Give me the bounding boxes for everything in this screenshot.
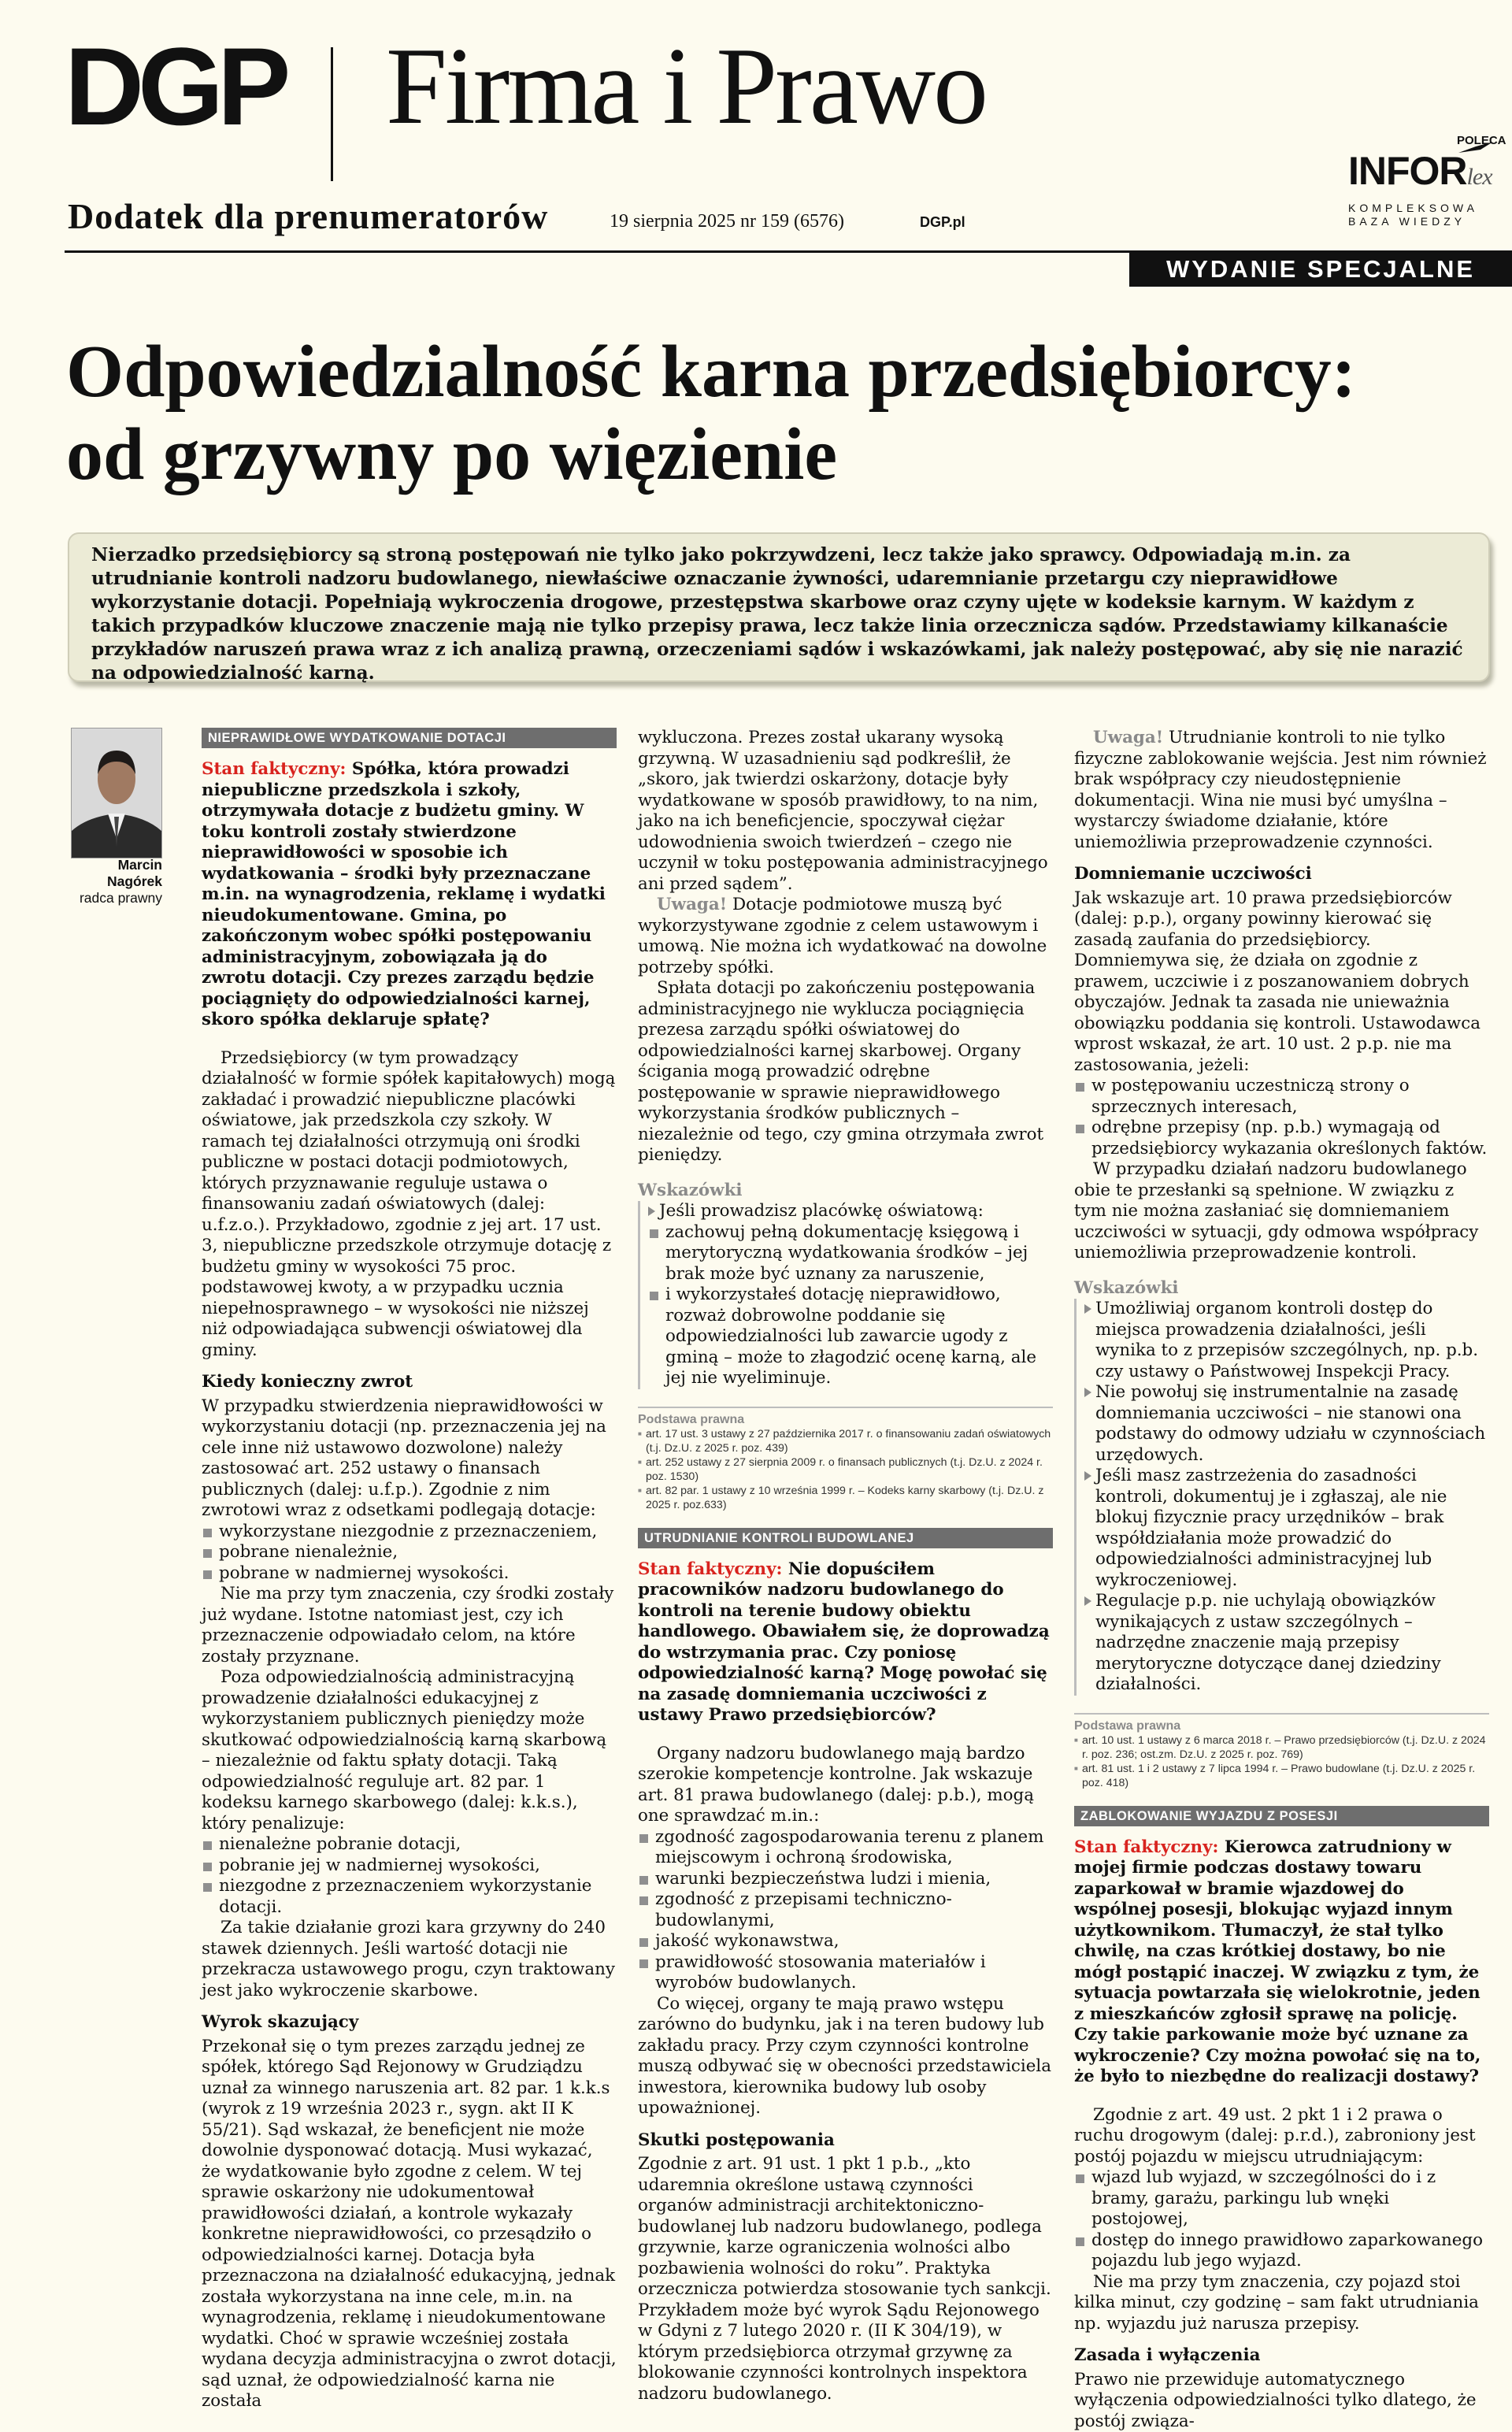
article2-list-2 [1074, 1076, 1489, 1159]
article1-uwaga [638, 895, 1053, 978]
list-item: jakość wykonawstwa, [638, 1931, 1053, 1952]
author-byline [47, 857, 162, 906]
legal-basis-item: ■ art. 17 ust. 3 ustawy z 27 października 2017 r. o finansowaniu zadań oświatowych (t.j. Dz.U. z 2025 r. poz. 439) [638, 1427, 1053, 1455]
list-item: wjazd lub wyjazd, w szczególności do i z bramy, garażu, parkingu lub wnęki postojowej, [1074, 2167, 1489, 2230]
partner-logo-text: INFOR [1348, 149, 1467, 193]
article2-p4: Jak wskazuje art. 10 prawa przedsiębiorców (dalej: p.p.), organy powinny kierować się zasadą zaufania do przedsiębiorcy. Domniemywa się, że działa on zgodnie z prawem, uczciwie i z poszanowaniem dobrych obyczajów. Jednak ta zasada nie unieważnia obowiązku poddania się kontroli. Ustawodawca wprost wskazał, że art. 10 ust. 2 p.p. nie ma zastosowania, jeżeli: [1074, 888, 1489, 1077]
article2-uwaga-text: Utrudnianie kontroli to nie tylko fizyczne zablokowanie wejścia. Jest nim również brak współpracy czy nieudostępnienie dokumentacji. Wina nie musi być umyślna – wystarczy świadome działanie, które uniemożliwia przeprowadzenie czynności. [1074, 728, 1487, 852]
column-2 [638, 728, 1053, 2404]
article1-p1: Przedsiębiorcy (w tym prowadzący działalność w formie spółek kapitałowych) mogą zakładać i prowadzić niepubliczne placówki oświatowe, jak przedszkola czy szkoły. W ramach tej działalności otrzymują oni środki publiczne w postaci dotacji podmiotowych, których przyznawanie reguluje ustawa o finansowaniu zadań oświatowych (dalej: u.f.z.o.). Przykładowo, zgodnie z jej art. 17 ust. 3, niepubliczne przedszkole otrzymuje dotację z budżetu gminy w wysokości 75 proc. podstawowej kwoty, a w przypadku ucznia niepełnosprawnego – w wysokości nie niższej niż odpowiadająca subwencji oświatowej dla gminy. [202, 1048, 617, 1362]
lead-text: Nierzadko przedsiębiorcy są stroną postępowań nie tylko jako pokrzywdzeni, lecz także jako sprawcy. Odpowiadają m.in. za utrudnianie kontroli nadzoru budowlanego, niewłaściwe oznaczanie żywności, udaremnianie przetargu czy nieprawidłowe wykorzystanie dotacji. Popełniają wykroczenia drogowe, przestępstwa skarbowe oraz czyny ujęte w kodeksie karnym. W każdym z takich przypadków kluczowe znaczenie mają nie tylko przepisy prawa, lecz także linia orzecznicza sądów. Przedstawiamy kilkanaście przykładów naruszeń prawa wraz z ich analizą prawną, orzeczeniami sądów i wskazówkami, jak należy postępować, aby się nie narazić na odpowiedzialność karną. [91, 543, 1469, 685]
article2-tips [1074, 1299, 1489, 1696]
article1-p7: wykluczona. Prezes został ukarany wysoką grzywną. W uzasadnieniu sąd podkreślił, że „skoro, jak twierdzi oskarżony, dotacje były wydatkowane w sposób prawidłowy, to na nim, jako na ich beneficjencie, spoczywał ciężar udowodnienia swoich twierdzeń – czego nie uczynił w toku postępowania administracyjnego ani przed sądem”. [638, 728, 1053, 895]
article1-fact-label: Stan faktyczny: [202, 759, 346, 779]
article2-legal-basis [1074, 1713, 1489, 1790]
site-link[interactable]: DGP.pl [920, 214, 965, 231]
partner-logo-suffix: lex [1467, 164, 1492, 190]
article2-fact-label: Stan faktyczny: [638, 1559, 782, 1579]
partner-tagline-line1: KOMPLEKSOWA [1348, 202, 1478, 215]
author-last-name: Nagórek [47, 873, 162, 890]
author-portrait-icon [72, 728, 161, 858]
article1-subhead-1: Kiedy konieczny zwrot [202, 1372, 617, 1393]
author-photo [71, 728, 162, 858]
article1-fact [202, 759, 617, 1031]
article1-p3: Nie ma przy tym znaczenia, czy środki zostały już wydane. Istotne natomiast jest, czy ich przeznaczenie odpowiadało celom, na które zostały przyznane. [202, 1584, 617, 1667]
section-title: Firma i Prawo [386, 32, 986, 142]
lead-box [68, 532, 1490, 682]
article3-p1: Zgodnie z art. 49 ust. 2 pkt 1 i 2 prawa o ruchu drogowym (dalej: p.r.d.), zabroniony jest postój pojazdu w miejscu utrudniającym: [1074, 2105, 1489, 2168]
article2-tips-label: Wskazówki [1074, 1278, 1489, 1299]
main-headline [66, 331, 1499, 497]
list-item: warunki bezpieczeństwa ludzi i mienia, [638, 1869, 1053, 1890]
article1-legal-basis [638, 1407, 1053, 1512]
article3-p3: Prawo nie przewiduje automatycznego wyłączenia odpowiedzialności tylko dlatego, że postój związa- [1074, 2370, 1489, 2432]
list-item: zgodność zagospodarowania terenu z planem miejscowym i ochroną środowiska, [638, 1827, 1053, 1869]
tip-item: Regulacje p.p. nie uchylają obowiązków wynikających z ustaw szczególnych – nadrzędne znaczenie mają przepisy merytoryczne dotyczące danej dziedziny działalności. [1084, 1591, 1489, 1696]
article3-fact-text: Kierowca zatrudniony w mojej firmie podczas dostawy towaru zaparkował w bramie wjazdowej do wspólnej posesji, blokując wyjazd innym użytkownikom. Tłumaczył, że stał tylko chwilę, na czas krótkiej dostawy, bo nie mógł postąpić inaczej. W związku z tym, że sytuacja powtarzała się wielokrotnie, jeden z mieszkańców zgłosił sprawę na policję. Czy takie parkowanie może być uznane za wykroczenie? Czy można powołać się na to, że było to niezbędne do realizacji dostawy? [1074, 1837, 1480, 2087]
article3-p2: Nie ma przy tym znaczenia, czy pojazd stoi kilka minut, czy godzinę – sam fakt utrudniania np. wyjazdu już narusza przepisy. [1074, 2272, 1489, 2335]
masthead-divider [331, 47, 333, 181]
article1-basis-label: Podstawa prawna [638, 1413, 1053, 1427]
article2-subhead-1: Skutki postępowania [638, 2130, 1053, 2152]
article2-list-1 [638, 1827, 1053, 1994]
list-item: pobrane nienależnie, [202, 1542, 617, 1563]
article3-list-1 [1074, 2167, 1489, 2272]
article1-tips [638, 1201, 1053, 1389]
article2-subhead-2: Domniemanie uczciwości [1074, 864, 1489, 885]
list-item: zachowuj pełną dokumentację księgową i merytoryczną wydatkowania środków – jej brak może być uznany za naruszenie, [648, 1222, 1053, 1285]
article1-p2: W przypadku stwierdzenia nieprawidłowości w wykorzystaniu dotacji (np. przeznaczenia jej na cele inne niż ustawowo dozwolone) należy zastosować art. 252 ustawy o finansach publicznych (dalej: u.f.p.). Zgodnie z nim zwrotowi wraz z odsetkami podlegają dotacje: [202, 1396, 617, 1522]
article3-header: ZABLOKOWANIE WYJAZDU Z POSESJI [1074, 1806, 1489, 1826]
article2-p2: Co więcej, organy te mają prawo wstępu zarówno do budynku, jak i na teren budowy lub zakładu pracy. Przy czym czynności kontrolne muszą odbywać się w obecności przedstawiciela inwestora, kierownika budowy lub osoby upoważnionej. [638, 1994, 1053, 2119]
tip-item: Jeśli masz zastrzeżenia do zasadności kontroli, dokumentuj je i zgłaszaj, ale nie blokuj fizycznie pracy urzędników – brak współdziałania może prowadzić do odpowiedzialności administracyjnej lub wykroczeniowej. [1084, 1466, 1489, 1591]
article2-basis-label: Podstawa prawna [1074, 1719, 1489, 1733]
article3-fact-label: Stan faktyczny: [1074, 1837, 1218, 1857]
list-item: nienależne pobranie dotacji, [202, 1834, 617, 1856]
issue-info: 19 sierpnia 2025 nr 159 (6576) [610, 211, 844, 232]
author-role: radca prawny [80, 890, 162, 906]
column-1 [202, 728, 617, 2412]
legal-basis-item: ■ art. 82 par. 1 ustawy z 10 września 1999 r. – Kodeks karny skarbowy (t.j. Dz.U. z 2025 r. poz.633) [638, 1484, 1053, 1512]
brand-logo: DGP [65, 32, 284, 142]
article2-fact-text: Nie dopuściłem pracowników nadzoru budowlanego do kontroli na terenie budowy obiektu handlowego. Obawiałem się, że doprowadzą do wstrzymania prac. Czy poniosę odpowiedzialność karną? Mogę powołać się na zasadę domniemania uczciwości z ustawy Prawo przedsiębiorców? [638, 1559, 1050, 1726]
article1-p8: Spłata dotacji po zakończeniu postępowania administracyjnego nie wyklucza pociągnięcia prezesa zarządu spółki oświatowej do odpowiedzialności karnej skarbowej. Organy ścigania mogą prowadzić odrębne postępowanie w sprawie nieprawidłowego wykorzystania środków publicznych – niezależnie od tego, czy gmina otrzymała zwrot pieniędzy. [638, 978, 1053, 1166]
author-first-name: Marcin [47, 857, 162, 873]
partner-swoosh-icon [1457, 140, 1495, 156]
partner-tagline-line2: BAZA WIEDZY [1348, 215, 1478, 228]
article1-uwaga-text: Dotacje podmiotowe muszą być wykorzystywane zgodnie z celem ustawowym i umową. Nie można ich wydatkować na dowolne potrzeby spółki. [638, 895, 1047, 977]
article1-fact-text: Spółka, która prowadzi niepubliczne przedszkola i szkoły, otrzymywała dotacje z budżetu gminy. W toku kontroli zostały stwierdzone nieprawidłowości w sposobie ich wydatkowania – środki były przeznaczane m.in. na wynagrodzenia, reklamę i wydatki nieudokumentowane. Gmina, po zakończonym wobec spółki postępowaniu administracyjnym, zobowiązała ją do zwrotu dotacji. Czy prezes zarządu będzie pociągnięty do odpowiedzialności karnej, skoro spółka deklaruje spłatę? [202, 759, 606, 1029]
article2-uwaga-label: Uwaga! [1093, 728, 1163, 747]
list-item: w postępowaniu uczestniczą strony o sprzecznych interesach, [1074, 1076, 1489, 1118]
tip-item: Umożliwiaj organom kontroli dostęp do miejsca prowadzenia działalności, jeśli wynika to z przepisów szczególnych, np. p.b. czy ustawy o Państwowej Inspekcji Pracy. [1084, 1299, 1489, 1382]
list-item: zgodność z przepisami techniczno-budowlanymi, [638, 1889, 1053, 1931]
article1-p4: Poza odpowiedzialnością administracyjną prowadzenie działalności edukacyjnej z wykorzystaniem publicznych pieniędzy może skutkować odpowiedzialnością karną skarbową – niezależnie od faktu spłaty dotacji. Taką odpowiedzialność reguluje art. 82 par. 1 kodeksu karnego skarbowego (dalej: k.k.s.), który penalizuje: [202, 1667, 617, 1834]
article3-subhead-1: Zasada i wyłączenia [1074, 2345, 1489, 2367]
headline-line1: Odpowiedzialność karna przedsiębiorcy: [66, 331, 1499, 413]
tip-item: Nie powołuj się instrumentalnie na zasadę domniemania uczciwości – nie stanowi ona podstawy do odmowy udziału w czynnościach urzędowych. [1084, 1382, 1489, 1466]
article2-p5: W przypadku działań nadzoru budowlanego obie te przesłanki są spełnione. W związku z tym nie można zasłaniać się domniemaniem uczciwości w sytuacji, gdy odmowa współpracy uniemożliwia przeprowadzenie kontroli. [1074, 1159, 1489, 1264]
list-item: pobrane w nadmiernej wysokości. [202, 1563, 617, 1585]
article1-uwaga-label: Uwaga! [657, 895, 727, 914]
list-item: i wykorzystałeś dotację nieprawidłowo, rozważ dobrowolne poddanie się odpowiedzialności lub zawarcie ugody z gminą – może to złagodzić ocenę karną, ale jej nie wyeliminuje. [648, 1285, 1053, 1389]
article2-header: UTRUDNIANIE KONTROLI BUDOWLANEJ [638, 1528, 1053, 1548]
list-item: dostęp do innego prawidłowo zaparkowanego pojazdu lub jego wyjazd. [1074, 2230, 1489, 2272]
article1-list-1 [202, 1522, 617, 1585]
article3-fact [1074, 1837, 1489, 2088]
headline-line2: od grzywny po więzienie [66, 413, 1499, 496]
partner-recommends: POLECA [1457, 134, 1506, 147]
edition-badge: WYDANIE SPECJALNE [1129, 252, 1512, 287]
article1-p5: Za takie działanie grozi kara grzywny do 240 stawek dziennych. Jeśli wartość dotacji nie przekracza ustawowego progu, czyn traktowany jest jako wykroczenie skarbowe. [202, 1918, 617, 2001]
article1-tips-label: Wskazówki [638, 1181, 1053, 1202]
article2-p1: Organy nadzoru budowlanego mają bardzo szerokie kompetencje kontrolne. Jak wskazuje art. 81 prawa budowlanego (dalej: p.b.), mogą one sprawdzać m.in.: [638, 1744, 1053, 1827]
article2-fact [638, 1559, 1053, 1726]
list-item: odrębne przepisy (np. p.b.) wymagają od przedsiębiorcy wykazania określonych faktów. [1074, 1118, 1489, 1159]
partner-tagline [1348, 202, 1478, 228]
legal-basis-item: ■ art. 10 ust. 1 ustawy z 6 marca 2018 r. – Prawo przedsiębiorców (t.j. Dz.U. z 2024 r. poz. 236; ost.zm. Dz.U. z 2025 r. poz. 769) [1074, 1733, 1489, 1762]
list-item: pobranie jej w nadmiernej wysokości, [202, 1856, 617, 1877]
list-item: niezgodne z przeznaczeniem wykorzystanie dotacji. [202, 1876, 617, 1918]
article1-p6: Przekonał się o tym prezes zarządu jednej ze spółek, którego Sąd Rejonowy w Grudziądzu uznał za winnego naruszenia art. 82 par. 1 k.k.s (wyrok z 19 września 2023 r., sygn. akt II K 55/21). Sąd wskazał, że beneficjent nie może dowolnie dysponować dotacją. Musi wykazać, że wydatkowanie było zgodne z celem. W tej sprawie oskarżony nie udokumentował prawidłowości działań, a kontrole wykazały konkretne nieprawidłowości, co przesądziło o odpowiedzialności karnej. Dotacja była przeznaczona na działalność edukacyjną, jednak została wykorzystana na inne cele, m.in. na wynagrodzenia, reklamę i nieudokumentowane wydatki. Choć w sprawie wcześniej została wydana decyzja administracyjna o zwrot dotacji, sąd uznał, że odpowiedzialność karna nie została [202, 2037, 617, 2412]
legal-basis-item: ■ art. 252 ustawy z 27 sierpnia 2009 r. o finansach publicznych (t.j. Dz.U. z 2024 r. poz. 1530) [638, 1455, 1053, 1484]
column-3 [1074, 728, 1489, 2432]
article1-list-2 [202, 1834, 617, 1918]
article1-tip-list [648, 1222, 1053, 1389]
article1-subhead-2: Wyrok skazujący [202, 2012, 617, 2033]
list-item: wykorzystane niezgodnie z przeznaczeniem, [202, 1522, 617, 1543]
list-item: prawidłowość stosowania materiałów i wyrobów budowlanych. [638, 1952, 1053, 1994]
article2-p3: Zgodnie z art. 91 ust. 1 pkt 1 p.b., „kto udaremnia określone ustawą czynności organów administracji architektoniczno-budowlanej lub nadzoru budowlanego, podlega grzywnie, karze ograniczenia wolności albo pozbawienia wolności do roku”. Praktyka orzecznicza potwierdza stosowanie tych sankcji. Przykładem może być wyrok Sądu Rejonowego w Gdyni z 7 lutego 2020 r. (II K 304/19), w którym przedsiębiorca otrzymał grzywnę za blokowanie czynności kontrolnych inspektora nadzoru budowlanego. [638, 2154, 1053, 2404]
article2-uwaga [1074, 728, 1489, 853]
article1-tip-intro: Jeśli prowadzisz placówkę oświatową: [648, 1201, 1053, 1222]
article1-header: NIEPRAWIDŁOWE WYDATKOWANIE DOTACJI [202, 728, 617, 748]
legal-basis-item: ■ art. 81 ust. 1 i 2 ustawy z 7 lipca 1994 r. – Prawo budowlane (t.j. Dz.U. z 2025 r. poz. 418) [1074, 1762, 1489, 1790]
supplement-subtitle: Dodatek dla prenumeratorów [68, 195, 548, 237]
